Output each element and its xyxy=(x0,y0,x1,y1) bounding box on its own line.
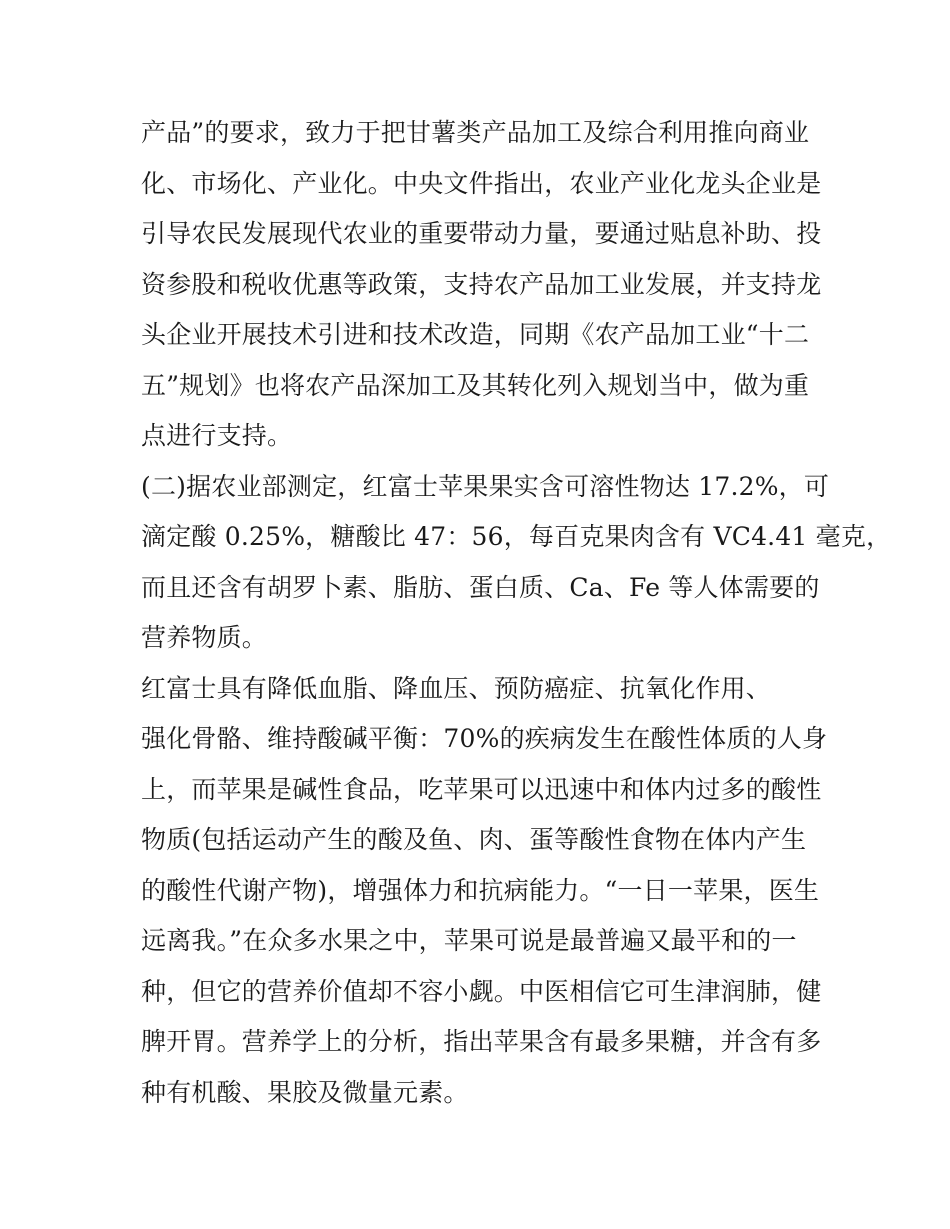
text-line: 资参股和税收优惠等政策，支持农产品加工业发展，并支持龙 xyxy=(141,269,822,299)
text-line: 红富士具有降低血脂、降血压、预防癌症、抗氧化作用、 xyxy=(141,673,772,703)
text-line: 产品”的要求，致力于把甘薯类产品加工及综合利用推向商业 xyxy=(141,118,810,147)
text-line: 化、市场化、产业化。中央文件指出，农业产业化龙头企业是 xyxy=(141,168,822,198)
text-line: 物质(包括运动产生的酸及鱼、肉、蛋等酸性食物在体内产生 xyxy=(141,825,807,854)
text-line: 上，而苹果是碱性食品，吃苹果可以迅速中和体内过多的酸性 xyxy=(141,774,822,804)
paragraph-industry-policy xyxy=(141,108,821,462)
text-line: 而且还含有胡罗卜素、脂肪、蛋白质、Ca、Fe 等人体需要的 xyxy=(141,572,820,602)
text-line: 点进行支持。 xyxy=(141,421,293,450)
text-line: 营养物质。 xyxy=(141,623,268,652)
text-line: 种有机酸、果胶及微量元素。 xyxy=(141,1077,469,1107)
text-line: 五”规划》也将农产品深加工及其转化列入规划当中，做为重 xyxy=(141,370,810,400)
text-line: 的酸性代谢产物)，增强体力和抗病能力。“一日一苹果，医生 xyxy=(141,875,820,905)
text-line: 头企业开展技术引进和技术改造，同期《农产品加工业“十二 xyxy=(141,320,810,349)
text-line: 引导农民发展现代农业的重要带动力量，要通过贴息补助、投 xyxy=(141,219,822,248)
text-line: 脾开胃。营养学上的分析，指出苹果含有最多果糖，并含有多 xyxy=(141,1027,822,1056)
text-line: 远离我。”在众多水果之中，苹果可说是最普遍又最平和的一 xyxy=(141,926,797,955)
text-line: 强化骨骼、维持酸碱平衡：70%的疾病发生在酸性体质的人身 xyxy=(141,724,828,753)
document-body xyxy=(141,108,892,1118)
text-line: 滴定酸 0.25%，糖酸比 47：56，每百克果肉含有 VC4.41 毫克， xyxy=(141,522,892,551)
text-line: 种，但它的营养价值却不容小觑。中医相信它可生津润肺，健 xyxy=(141,976,822,1006)
paragraph-health-benefits xyxy=(141,664,828,1119)
paragraph-nutrition-measurement xyxy=(141,462,892,664)
text-line: (二)据农业部测定，红富士苹果果实含可溶性物达 17.2%，可 xyxy=(141,471,830,501)
